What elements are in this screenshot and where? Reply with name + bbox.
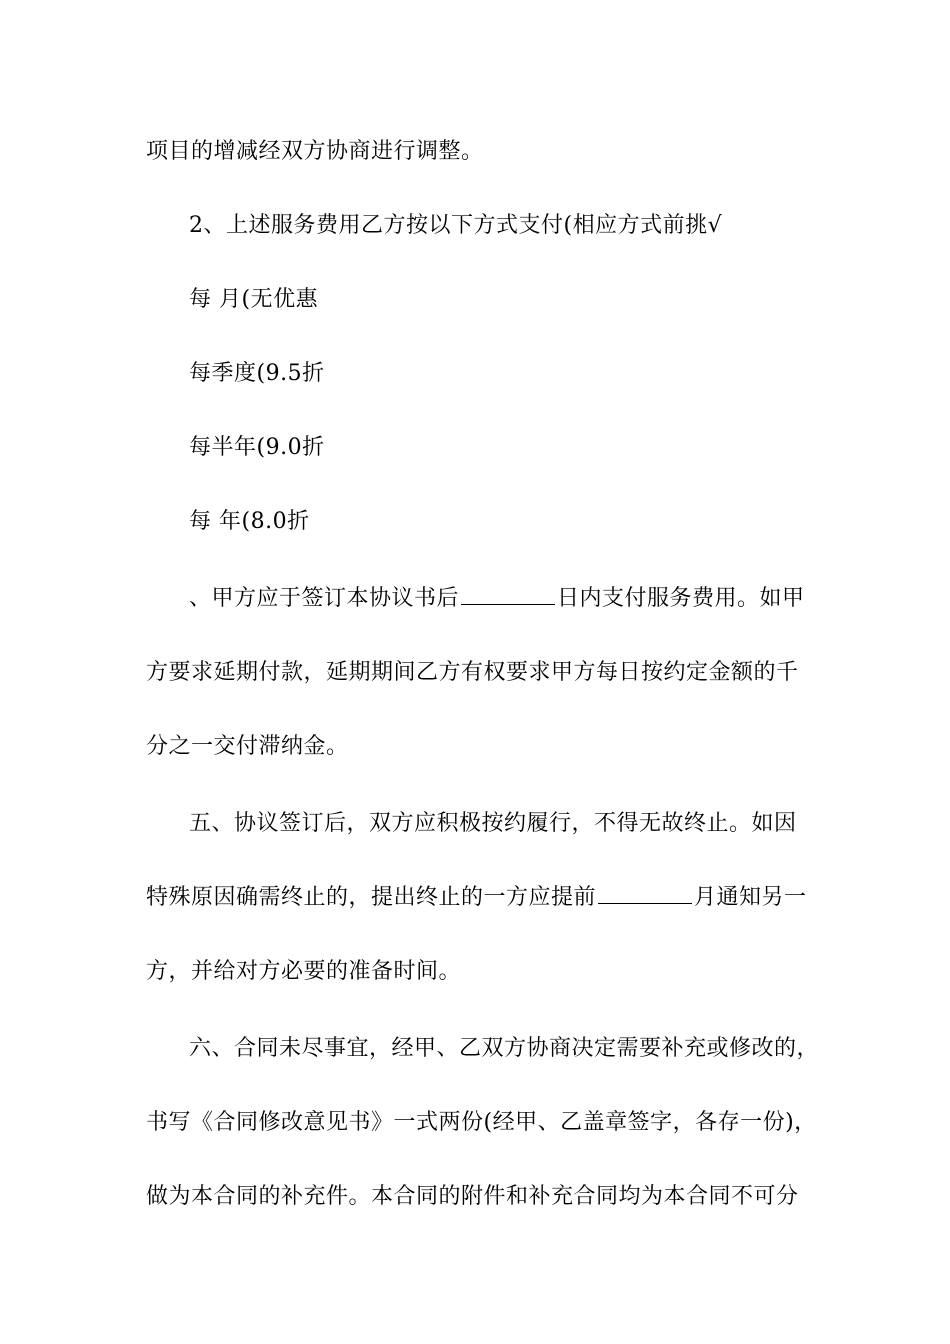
payment-option-half-year: 每半年(9.0折 (189, 435, 325, 460)
months-blank (598, 883, 692, 904)
amendment-line-2: 书写《合同修改意见书》一式两份(经甲、乙盖章签字，各存一份)， (146, 1110, 817, 1135)
payment-method-heading: 2、上述服务费用乙方按以下方式支付(相应方式前挑√ (189, 213, 723, 238)
amendment-line-1: 六、合同未尽事宜，经甲、乙双方协商决定需要补充或修改的， (189, 1036, 820, 1061)
payment-deadline-text-post: 日内支付服务费用。如甲 (557, 586, 805, 611)
days-blank (461, 584, 555, 605)
termination-line-2 (146, 883, 810, 913)
termination-line-3: 方，并给对方必要的准备时间。 (146, 959, 462, 984)
amendment-line-3: 做为本合同的补充件。本合同的附件和补充合同均为本合同不可分 (146, 1184, 799, 1209)
payment-deadline-line-2: 方要求延期付款，延期期间乙方有权要求甲方每日按约定金额的千 (146, 660, 799, 685)
termination-text-pre: 特殊原因确需终止的，提出终止的一方应提前 (146, 885, 597, 910)
payment-deadline-line-3: 分之一交付滞纳金。 (146, 734, 349, 759)
payment-option-monthly: 每 月(无优惠 (189, 287, 319, 312)
termination-line-1: 五、协议签订后，双方应积极按约履行，不得无故终止。如因 (189, 811, 797, 836)
payment-option-quarterly: 每季度(9.5折 (189, 361, 325, 386)
payment-option-yearly: 每 年(8.0折 (189, 509, 310, 534)
payment-deadline-line-1 (189, 584, 853, 614)
payment-deadline-text-pre: 、甲方应于签订本协议书后 (189, 586, 460, 611)
termination-text-post: 月通知另一 (694, 885, 807, 910)
text-line-1: 项目的增减经双方协商进行调整。 (146, 139, 484, 164)
